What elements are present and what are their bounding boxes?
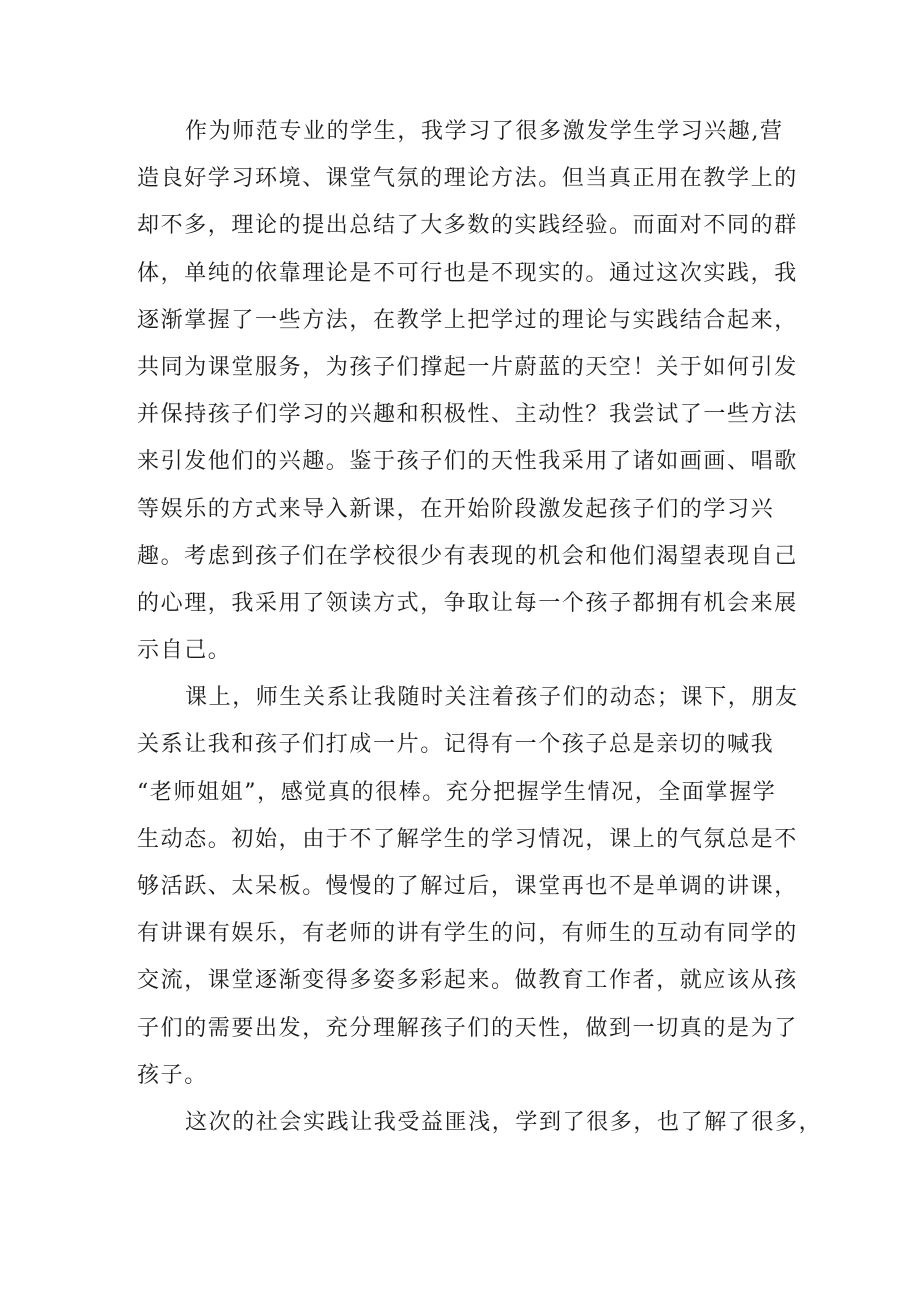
paragraph-1-line-3: 却不多，理论的提出总结了大多数的实践经验。而面对不同的群 — [137, 213, 798, 239]
paragraph-1-line-10: 趣。考虑到孩子们在学校很少有表现的机会和他们渴望表现自己 — [137, 543, 798, 569]
paragraph-1-line-12: 示自己。 — [137, 638, 232, 664]
paragraph-1-line-8: 来引发他们的兴趣。鉴于孩子们的天性我采用了诸如画画、唱歌 — [137, 449, 798, 475]
paragraph-2-line-5: 够活跃、太呆板。慢慢的了解过后，课堂再也不是单调的讲课， — [137, 874, 798, 899]
paragraph-1-line-5: 逐渐掌握了一些方法，在教学上把学过的理论与实践结合起来， — [137, 307, 798, 333]
paragraph-2-line-3: “老师姐姐”，感觉真的很棒。充分把握学生情况，全面掌握学 — [137, 779, 777, 805]
paragraph-1-line-4: 体，单纯的依靠理论是不可行也是不现实的。通过这次实践，我 — [137, 260, 798, 286]
paragraph-1-line-11: 的心理，我采用了领读方式，争取让每一个孩子都拥有机会来展 — [137, 590, 798, 616]
paragraph-3-line-1: 这次的社会实践让我受益匪浅，学到了很多，也了解了很多， — [185, 1109, 823, 1135]
paragraph-2-line-9: 孩子。 — [137, 1062, 208, 1088]
paragraph-2-line-7: 交流，课堂逐渐变得多姿多彩起来。做教育工作者，就应该从孩 — [137, 968, 798, 994]
paragraph-2-line-6: 有讲课有娱乐，有老师的讲有学生的问，有师生的互动有同学的 — [137, 921, 798, 947]
paragraph-1-line-9: 等娱乐的方式来导入新课，在开始阶段激发起孩子们的学习兴 — [137, 496, 775, 522]
paragraph-2-line-2: 关系让我和孩子们打成一片。记得有一个孩子总是亲切的喊我 — [137, 732, 775, 758]
paragraph-2-line-8: 子们的需要出发，充分理解孩子们的天性，做到一切真的是为了 — [137, 1015, 798, 1041]
paragraph-1-line-2: 造良好学习环境、课堂气氛的理论方法。但当真正用在教学上的 — [137, 166, 798, 192]
paragraph-2-line-4: 生动态。初始，由于不了解学生的学习情况，课上的气氛总是不 — [137, 826, 798, 852]
paragraph-1-line-1: 作为师范专业的学生，我学习了很多激发学生学习兴趣,营 — [185, 119, 784, 144]
document-body — [137, 108, 823, 1146]
paragraph-1-line-7: 并保持孩子们学习的兴趣和积极性、主动性？我尝试了一些方法 — [137, 402, 798, 428]
paragraph-2-line-1: 课上，师生关系让我随时关注着孩子们的动态；课下，朋友 — [185, 685, 799, 711]
paragraph-1-line-6: 共同为课堂服务，为孩子们撑起一片蔚蓝的天空！关于如何引发 — [137, 354, 798, 380]
